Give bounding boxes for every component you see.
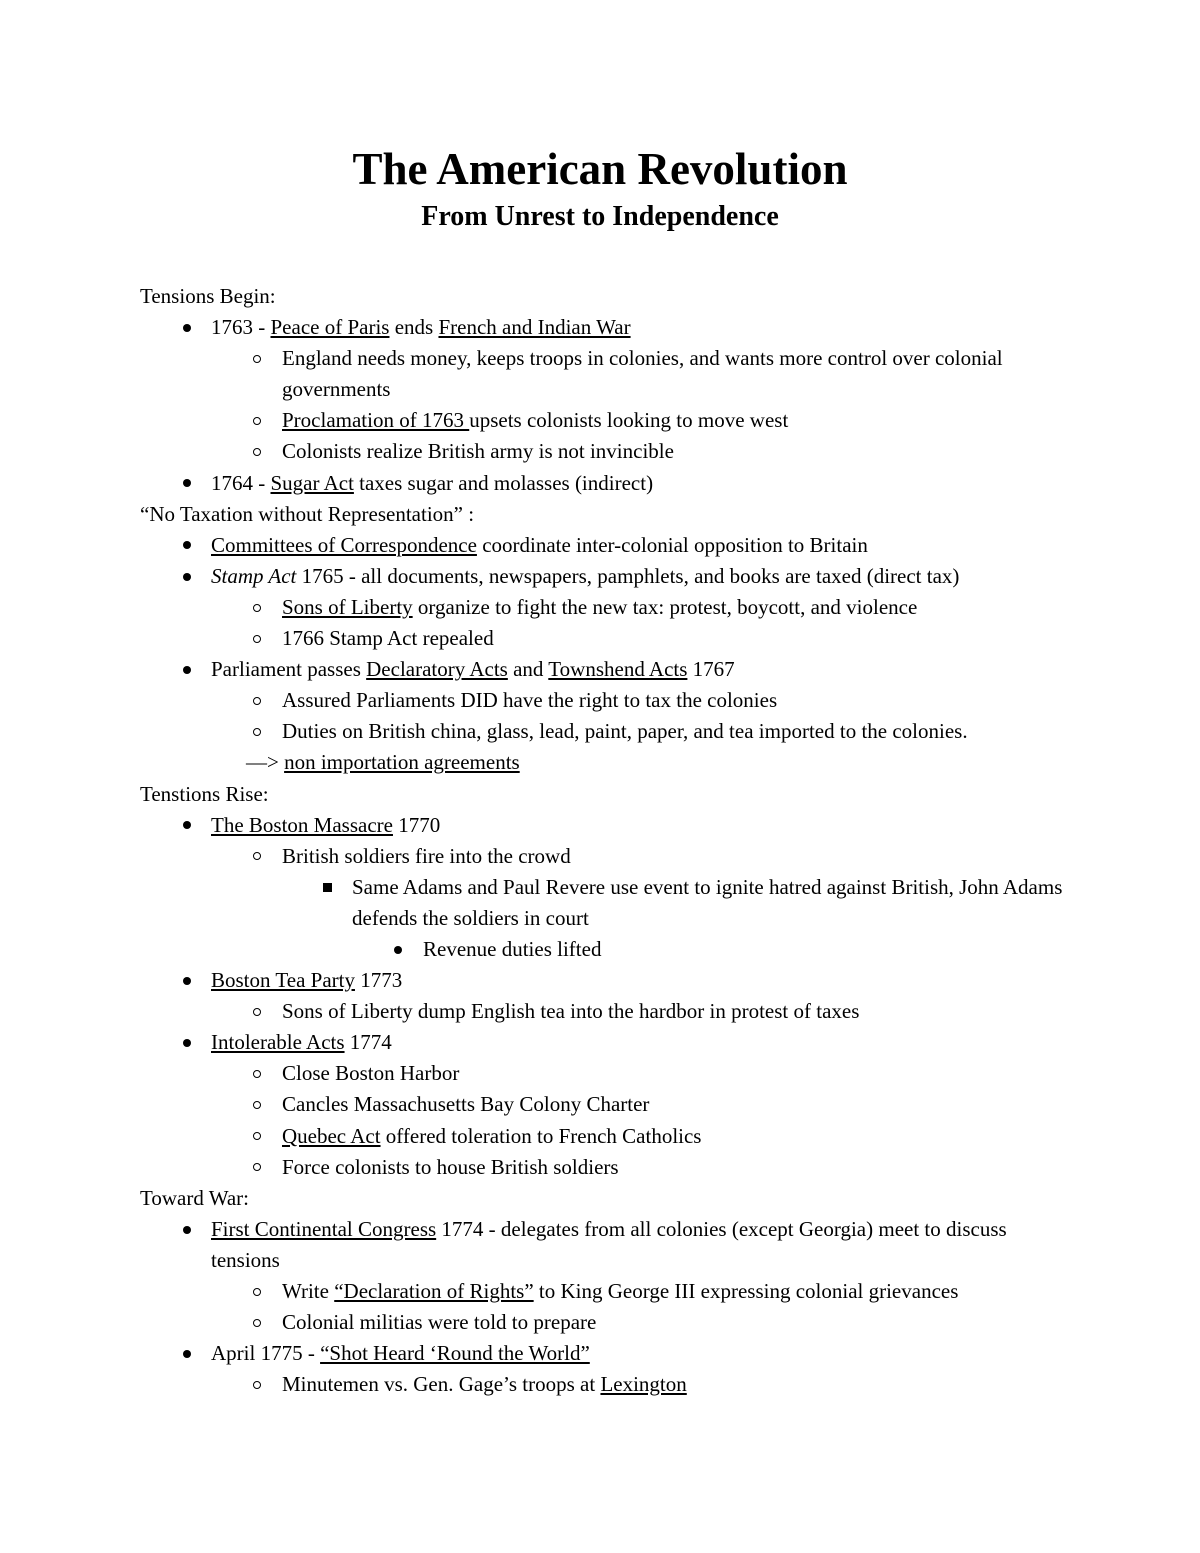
bullet-circle-icon bbox=[242, 685, 272, 716]
bullet-dot-icon bbox=[172, 468, 202, 499]
page-title: The American Revolution bbox=[352, 144, 848, 194]
list-item: —> non importation agreements bbox=[246, 750, 520, 775]
bullet-dot-icon bbox=[172, 810, 202, 841]
list-item: Minutemen vs. Gen. Gage’s troops at Lexington bbox=[140, 1369, 1070, 1400]
list-item: England needs money, keeps troops in colonies, and wants more control over colonial governments bbox=[140, 343, 1070, 405]
section-heading: Toward War: bbox=[140, 1185, 249, 1210]
bullet-circle-icon bbox=[242, 841, 272, 872]
bullet-circle-icon bbox=[242, 1089, 272, 1120]
bullet-circle-icon bbox=[242, 343, 272, 374]
list-item: April 1775 - “Shot Heard ‘Round the World” bbox=[140, 1338, 1070, 1369]
list-item: Boston Tea Party 1773 bbox=[140, 965, 1070, 996]
bullet-circle-icon bbox=[242, 996, 272, 1027]
section-heading: “No Taxation without Representation” : bbox=[140, 501, 475, 526]
list-item: Write “Declaration of Rights” to King George III expressing colonial grievances bbox=[140, 1276, 1070, 1307]
list-item: Stamp Act 1765 - all documents, newspapers, pamphlets, and books are taxed (direct tax) bbox=[140, 561, 1070, 592]
bullet-dot-icon bbox=[172, 654, 202, 685]
list-item: Cancles Massachusetts Bay Colony Charter bbox=[140, 1089, 1070, 1120]
list-item: Sons of Liberty organize to fight the new tax: protest, boycott, and violence bbox=[140, 592, 1070, 623]
bullet-dot-icon bbox=[172, 561, 202, 592]
list-item: Proclamation of 1763 upsets colonists looking to move west bbox=[140, 405, 1070, 436]
bullet-circle-icon bbox=[242, 1369, 272, 1400]
bullet-dot-icon bbox=[172, 1214, 202, 1245]
list-item: 1763 - Peace of Paris ends French and Indian War bbox=[140, 312, 1070, 343]
bullet-dot-icon bbox=[172, 1027, 202, 1058]
list-item: The Boston Massacre 1770 bbox=[140, 810, 1070, 841]
list-item: Parliament passes Declaratory Acts and Townshend Acts 1767 bbox=[140, 654, 1070, 685]
bullet-circle-icon bbox=[242, 436, 272, 467]
bullet-dot-icon bbox=[172, 1338, 202, 1369]
bullet-circle-icon bbox=[242, 1307, 272, 1338]
bullet-circle-icon bbox=[242, 1121, 272, 1152]
list-item: Intolerable Acts 1774 bbox=[140, 1027, 1070, 1058]
list-item: Sons of Liberty dump English tea into the hardbor in protest of taxes bbox=[140, 996, 1070, 1027]
list-item: Colonial militias were told to prepare bbox=[140, 1307, 1070, 1338]
list-item: 1764 - Sugar Act taxes sugar and molasses (indirect) bbox=[140, 468, 1070, 499]
list-item: British soldiers fire into the crowd bbox=[140, 841, 1070, 872]
list-item: Committees of Correspondence coordinate inter-colonial opposition to Britain bbox=[140, 530, 1070, 561]
bullet-square-icon bbox=[312, 872, 342, 903]
notes-body bbox=[140, 281, 1070, 1400]
bullet-circle-icon bbox=[242, 405, 272, 436]
section-heading: Tensions Begin: bbox=[140, 284, 276, 308]
list-item: Colonists realize British army is not invincible bbox=[140, 436, 1070, 467]
bullet-circle-icon bbox=[242, 623, 272, 654]
list-item: Quebec Act offered toleration to French Catholics bbox=[140, 1121, 1070, 1152]
bullet-dot-icon bbox=[172, 530, 202, 561]
list-item: Force colonists to house British soldiers bbox=[140, 1152, 1070, 1183]
bullet-dot-icon bbox=[383, 934, 413, 965]
page-subtitle: From Unrest to Independence bbox=[421, 201, 779, 232]
list-item: Assured Parliaments DID have the right to tax the colonies bbox=[140, 685, 1070, 716]
list-item: First Continental Congress 1774 - delegates from all colonies (except Georgia) meet to discuss tensions bbox=[140, 1214, 1070, 1276]
bullet-circle-icon bbox=[242, 716, 272, 747]
list-item: 1766 Stamp Act repealed bbox=[140, 623, 1070, 654]
bullet-dot-icon bbox=[172, 965, 202, 996]
bullet-circle-icon bbox=[242, 1058, 272, 1089]
bullet-circle-icon bbox=[242, 592, 272, 623]
section-heading: Tenstions Rise: bbox=[140, 781, 269, 806]
list-item: Duties on British china, glass, lead, paint, paper, and tea imported to the colonies. bbox=[140, 716, 1070, 747]
bullet-circle-icon bbox=[242, 1152, 272, 1183]
list-item: Revenue duties lifted bbox=[140, 934, 1070, 965]
bullet-circle-icon bbox=[242, 1276, 272, 1307]
list-item: Close Boston Harbor bbox=[140, 1058, 1070, 1089]
bullet-dot-icon bbox=[172, 312, 202, 343]
list-item: Same Adams and Paul Revere use event to ignite hatred against British, John Adams defends the soldiers in court bbox=[140, 872, 1070, 934]
